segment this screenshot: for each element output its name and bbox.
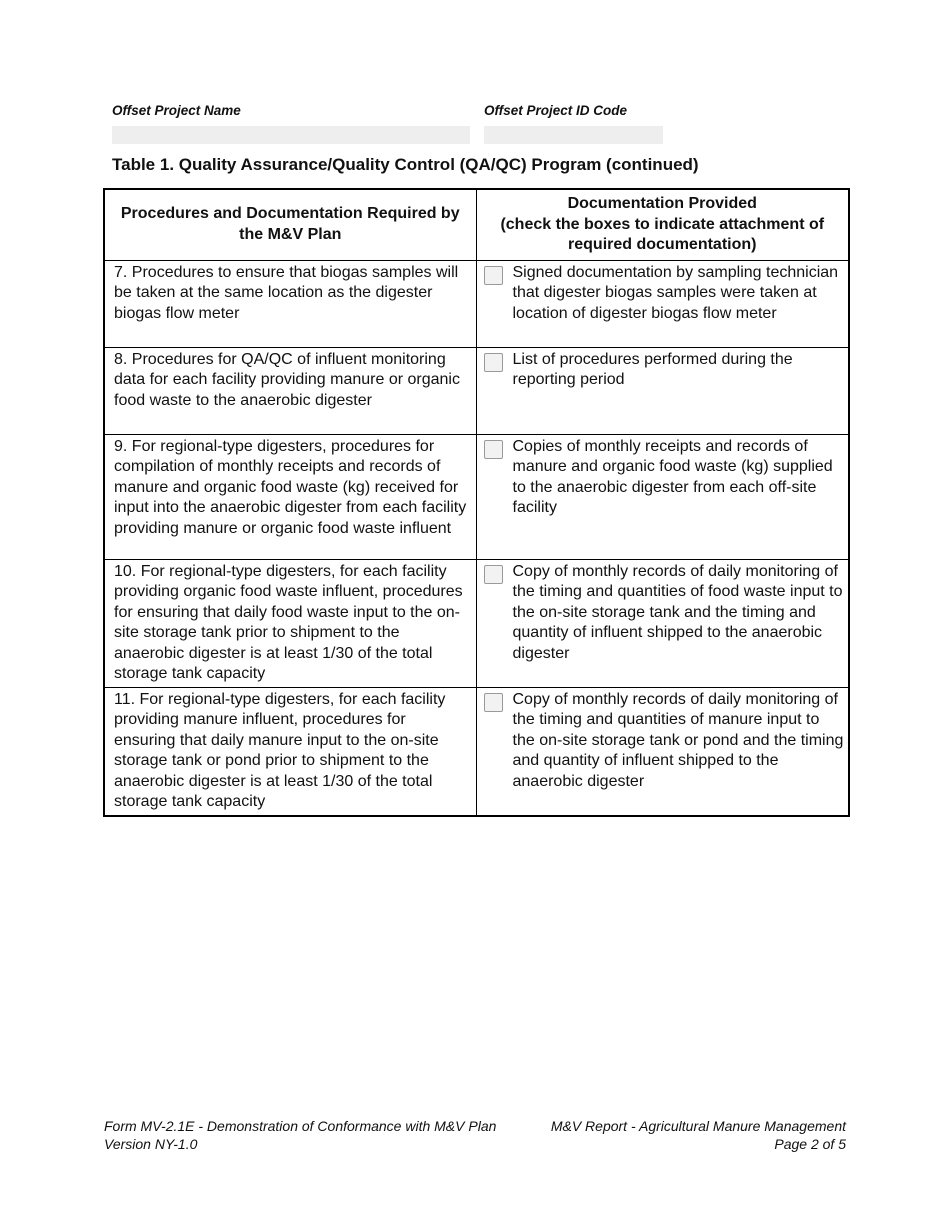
attachment-checkbox[interactable]	[484, 266, 503, 285]
table-row	[104, 687, 849, 816]
table-row	[104, 347, 849, 434]
documentation-text: Signed documentation by sampling technician that digester biogas samples were taken at location of digester biogas flow meter	[512, 263, 839, 322]
footer-form-line: Form MV-2.1E - Demonstration of Conformance with M&V Plan	[104, 1118, 497, 1134]
attachment-checkbox[interactable]	[484, 353, 503, 372]
procedure-cell: 8. Procedures for QA/QC of influent monitoring data for each facility providing manure or organic food waste to the anaerobic digester	[104, 347, 476, 434]
project-id-label: Offset Project ID Code	[484, 103, 628, 118]
qa-qc-table	[103, 188, 850, 817]
documentation-text: Copy of monthly records of daily monitoring of the timing and quantities of food waste input to the on-site storage tank and the timing and quantity of influent shipped to the anaerobic digester	[512, 562, 843, 662]
attachment-checkbox[interactable]	[484, 440, 503, 459]
attachment-checkbox[interactable]	[484, 565, 503, 584]
documentation-text: Copy of monthly records of daily monitoring of the timing and quantities of manure input to the on-site storage tank or pond and the timing and quantity of influent shipped to the anaerobic digester	[512, 690, 844, 790]
procedure-cell: 10. For regional-type digesters, for each facility providing organic food waste influent, procedures for ensuring that daily food waste input to the on-site storage tank prior to shipment to the anaerobic digester is at least 1/30 of the total storage tank capacity	[104, 559, 476, 687]
col-procedures-header: Procedures and Documentation Required by the M&V Plan	[104, 189, 476, 260]
project-name-field[interactable]	[112, 126, 470, 144]
col-documentation-header-line1: Documentation Provided	[567, 195, 757, 212]
table-row	[104, 434, 849, 559]
project-id-field[interactable]	[484, 126, 663, 144]
project-name-label: Offset Project Name	[112, 103, 241, 118]
procedure-cell: 7. Procedures to ensure that biogas samples will be taken at the same location as the digester biogas flow meter	[104, 260, 476, 347]
col-documentation-header-line2: (check the boxes to indicate attachment of required documentation)	[500, 215, 825, 253]
attachment-checkbox[interactable]	[484, 693, 503, 712]
footer-report-line: M&V Report - Agricultural Manure Management	[550, 1118, 846, 1134]
procedure-cell: 9. For regional-type digesters, procedures for compilation of monthly receipts and records of manure and organic food waste (kg) received for input into the anaerobic digester from each facility providing manure or organic food waste influent	[104, 434, 476, 559]
procedure-cell: 11. For regional-type digesters, for each facility providing manure influent, procedures for ensuring that daily manure input to the on-site storage tank or pond prior to shipment to the anaerobic digester is at least 1/30 of the total storage tank capacity	[104, 687, 476, 816]
table-row	[104, 559, 849, 687]
footer-right	[551, 1117, 846, 1153]
footer-version-line: Version NY-1.0	[104, 1136, 198, 1152]
table-row	[104, 260, 849, 347]
table-title: Table 1. Quality Assurance/Quality Control (QA/QC) Program (continued)	[112, 155, 699, 174]
documentation-text: Copies of monthly receipts and records of manure and organic food waste (kg) supplied to the anaerobic digester from each off-site facility	[512, 437, 833, 516]
footer-page-line: Page 2 of 5	[774, 1136, 846, 1152]
footer-left	[104, 1117, 496, 1153]
col-documentation-header	[476, 189, 849, 260]
documentation-text: List of procedures performed during the reporting period	[512, 350, 793, 388]
